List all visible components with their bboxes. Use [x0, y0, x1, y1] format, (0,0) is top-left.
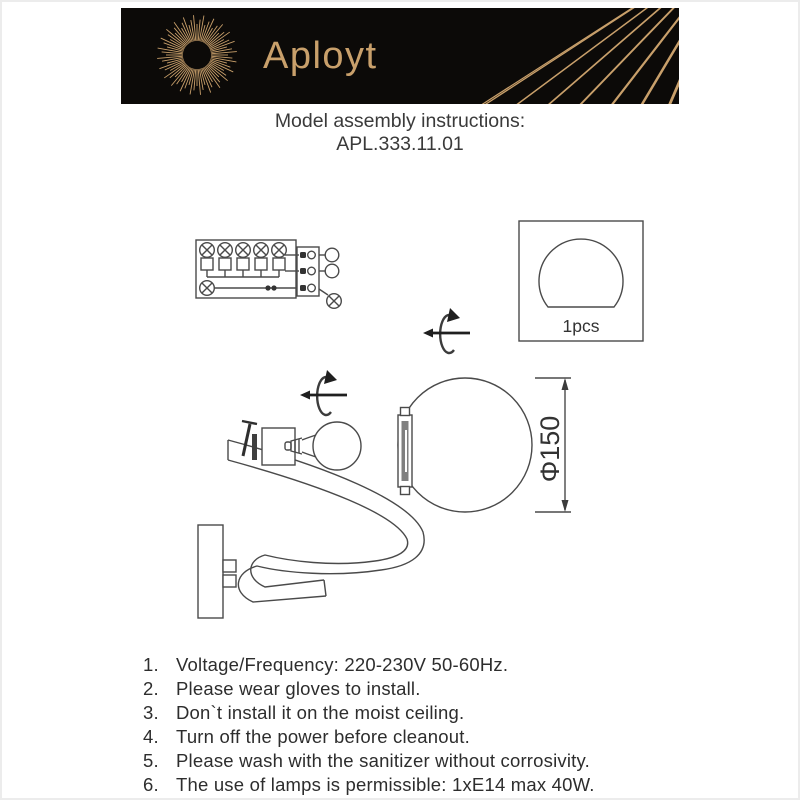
item-text: Turn off the power before cleanout. [176, 726, 470, 747]
wall-plate [198, 525, 223, 618]
terminal-block [297, 247, 319, 296]
mounting-bracket [398, 408, 412, 495]
item-text: Please wear gloves to install. [176, 678, 421, 699]
item-text: Please wash with the sanitizer without corrosivity. [176, 750, 590, 771]
model-number: APL.333.11.01 [336, 133, 464, 155]
fixing-screw-icon [242, 421, 257, 460]
item-text: Voltage/Frequency: 220-230V 50-60Hz. [176, 654, 509, 675]
ground-screw [200, 281, 215, 296]
wires [215, 255, 300, 291]
parts-count-label: 1pcs [562, 316, 600, 336]
item-number: 6. [143, 774, 159, 795]
lamp-socket [262, 428, 295, 465]
lamp-assembly-diagram [185, 360, 585, 625]
instruction-item [143, 725, 683, 749]
mounting-screw [327, 294, 342, 309]
terminal-screws [200, 243, 287, 258]
screw-rotation-icon [420, 306, 474, 364]
instruction-item [143, 749, 683, 773]
plate-connector [223, 560, 236, 587]
instruction-item [143, 653, 683, 677]
light-bulb-icon [285, 422, 361, 470]
instructions-list [143, 653, 683, 797]
item-text: The use of lamps is permissible: 1xE14 max 40W. [176, 774, 595, 795]
wiring-diagram [190, 233, 345, 313]
page-title: Model assembly instructions: [274, 110, 526, 132]
glass-sphere [398, 378, 532, 512]
item-number: 3. [143, 702, 159, 723]
item-number: 4. [143, 726, 159, 747]
item-number: 5. [143, 750, 159, 771]
terminal-stems [201, 258, 285, 277]
instruction-item [143, 677, 683, 701]
wire-ends [319, 248, 339, 295]
title-block [0, 110, 800, 156]
brand-name: Aployt [263, 34, 378, 77]
dimension-marker [535, 378, 571, 512]
parts-box-diagram [517, 219, 645, 343]
sphere-part-icon [539, 239, 623, 307]
corner-rays-decoration [121, 8, 679, 104]
instruction-item [143, 701, 683, 725]
item-number: 1. [143, 654, 159, 675]
instruction-item [143, 773, 683, 797]
item-number: 2. [143, 678, 159, 699]
brand-banner [121, 8, 679, 104]
item-text: Don`t install it on the moist ceiling. [176, 702, 465, 723]
diameter-label: Φ150 [535, 415, 565, 483]
